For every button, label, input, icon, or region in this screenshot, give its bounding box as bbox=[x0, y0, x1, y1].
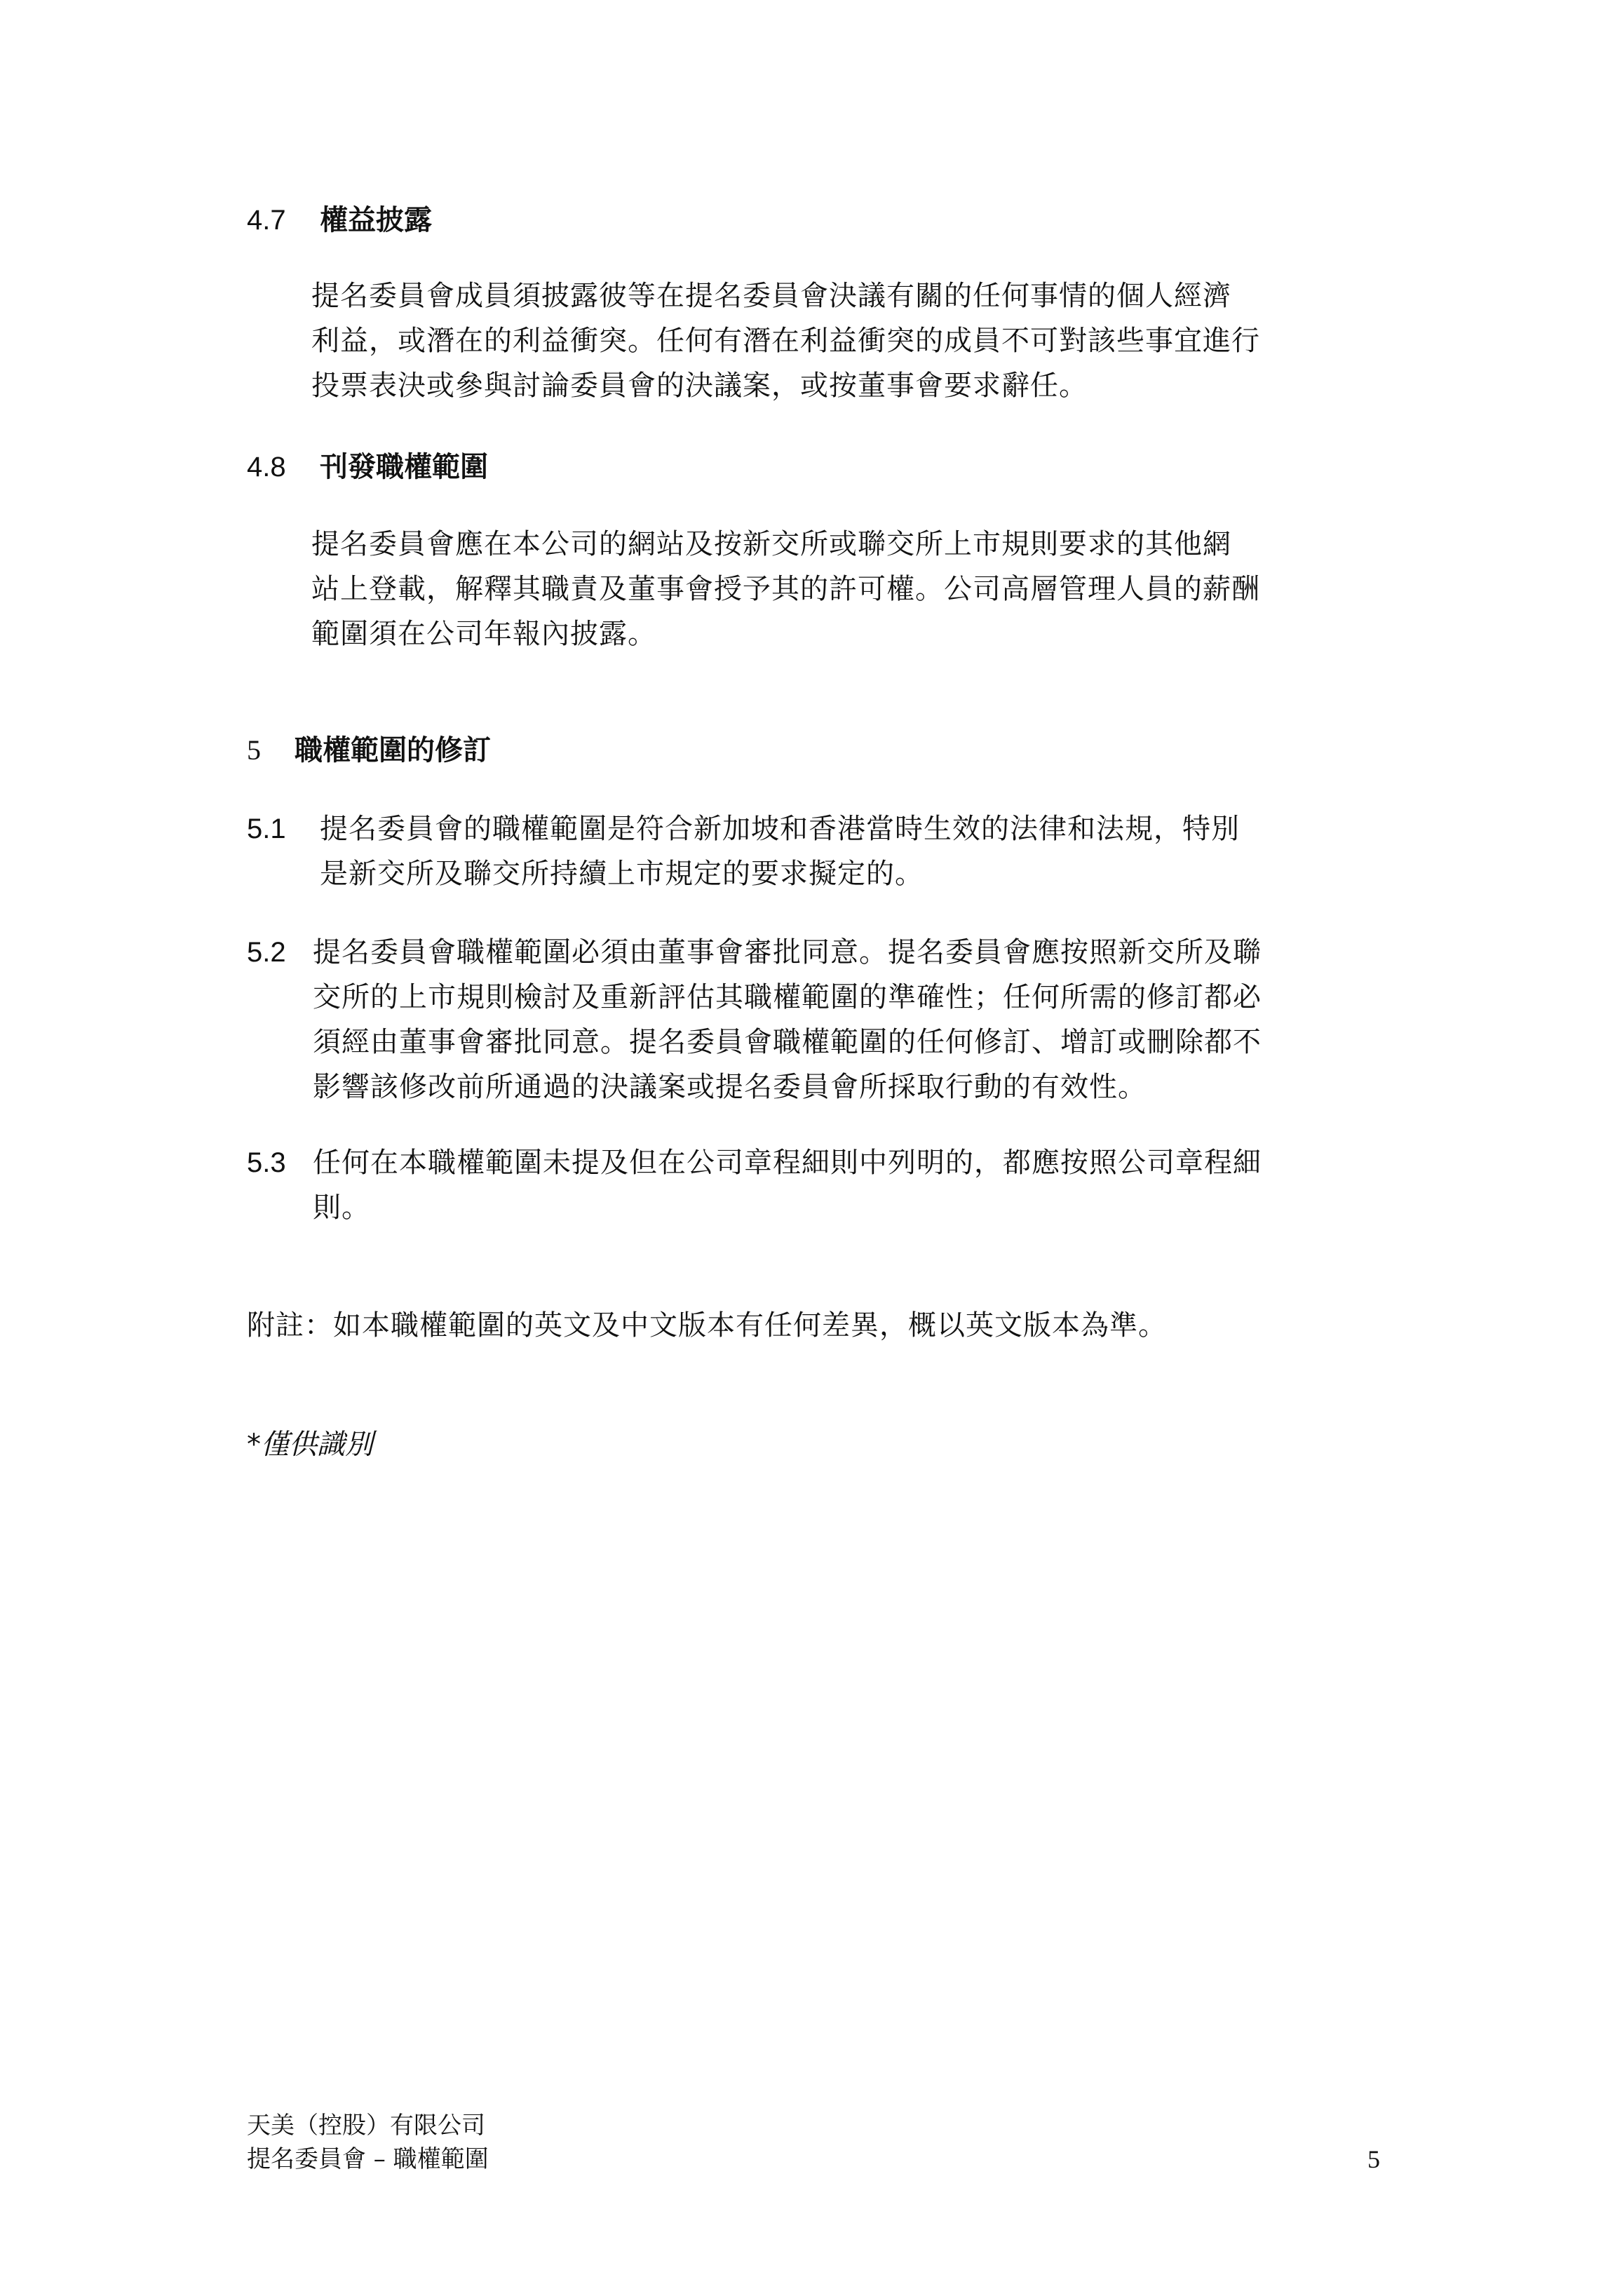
section-5-1-line: 提名委員會的職權範圍是符合新加坡和香港當時生效的法律和法規，特別 bbox=[320, 813, 1240, 845]
section-4-7-body bbox=[311, 274, 1384, 408]
section-4-8-title: 刊發職權範圍 bbox=[320, 451, 488, 483]
section-5-2-line: 須經由董事會審批同意。提名委員會職權範圍的任何修訂、增訂或刪除都不 bbox=[313, 1026, 1262, 1058]
section-5-3-number: 5.3 bbox=[247, 1147, 286, 1178]
page-number: 5 bbox=[1367, 2145, 1380, 2173]
section-5-title: 職權範圍的修訂 bbox=[295, 734, 491, 767]
section-4-8-line: 站上登載，解釋其職責及董事會授予其的許可權。公司高層管理人員的薪酬 bbox=[311, 573, 1260, 605]
section-4-7-number: 4.7 bbox=[247, 205, 286, 236]
section-5-number: 5 bbox=[247, 734, 261, 766]
section-4-8-line: 範圍須在公司年報內披露。 bbox=[311, 618, 656, 650]
identification-note: *僅供識別 bbox=[247, 1429, 373, 1461]
footer-company-name: 天美（控股）有限公司 bbox=[247, 2112, 485, 2140]
section-5-3-line: 則。 bbox=[313, 1191, 370, 1224]
section-4-7-line: 投票表決或參與討論委員會的決議案，或按董事會要求辭任。 bbox=[311, 370, 1088, 402]
section-5-3-body bbox=[313, 1140, 1384, 1230]
section-4-8-number: 4.8 bbox=[247, 452, 286, 482]
section-5-3-line: 任何在本職權範圍未提及但在公司章程細則中列明的，都應按照公司章程細 bbox=[313, 1147, 1262, 1179]
section-5-1-number: 5.1 bbox=[247, 813, 286, 844]
language-note: 附註：如本職權範圍的英文及中文版本有任何差異，概以英文版本為準。 bbox=[247, 1309, 1167, 1342]
section-4-7-line: 利益，或潛在的利益衝突。任何有潛在利益衝突的成員不可對該些事宜進行 bbox=[311, 325, 1260, 357]
section-4-8-line: 提名委員會應在本公司的網站及按新交所或聯交所上市規則要求的其他網 bbox=[311, 528, 1231, 560]
section-5-2-line: 交所的上市規則檢討及重新評估其職權範圍的準確性；任何所需的修訂都必 bbox=[313, 981, 1262, 1013]
section-4-7-line: 提名委員會成員須披露彼等在提名委員會決議有關的任何事情的個人經濟 bbox=[311, 280, 1231, 312]
section-5-1-body bbox=[320, 806, 1384, 896]
section-5-2-line: 影響該修改前所通過的決議案或提名委員會所採取行動的有效性。 bbox=[313, 1071, 1147, 1103]
section-5-2-body bbox=[313, 930, 1384, 1109]
section-5-2-number: 5.2 bbox=[247, 937, 286, 968]
section-5-2-line: 提名委員會職權範圍必須由董事會審批同意。提名委員會應按照新交所及聯 bbox=[313, 936, 1262, 968]
section-4-7-title: 權益披露 bbox=[320, 204, 432, 236]
footer-document-title: 提名委員會 – 職權範圍 bbox=[247, 2145, 489, 2173]
section-5-1-line: 是新交所及聯交所持續上市規定的要求擬定的。 bbox=[320, 858, 924, 890]
section-4-8-body bbox=[311, 522, 1384, 656]
